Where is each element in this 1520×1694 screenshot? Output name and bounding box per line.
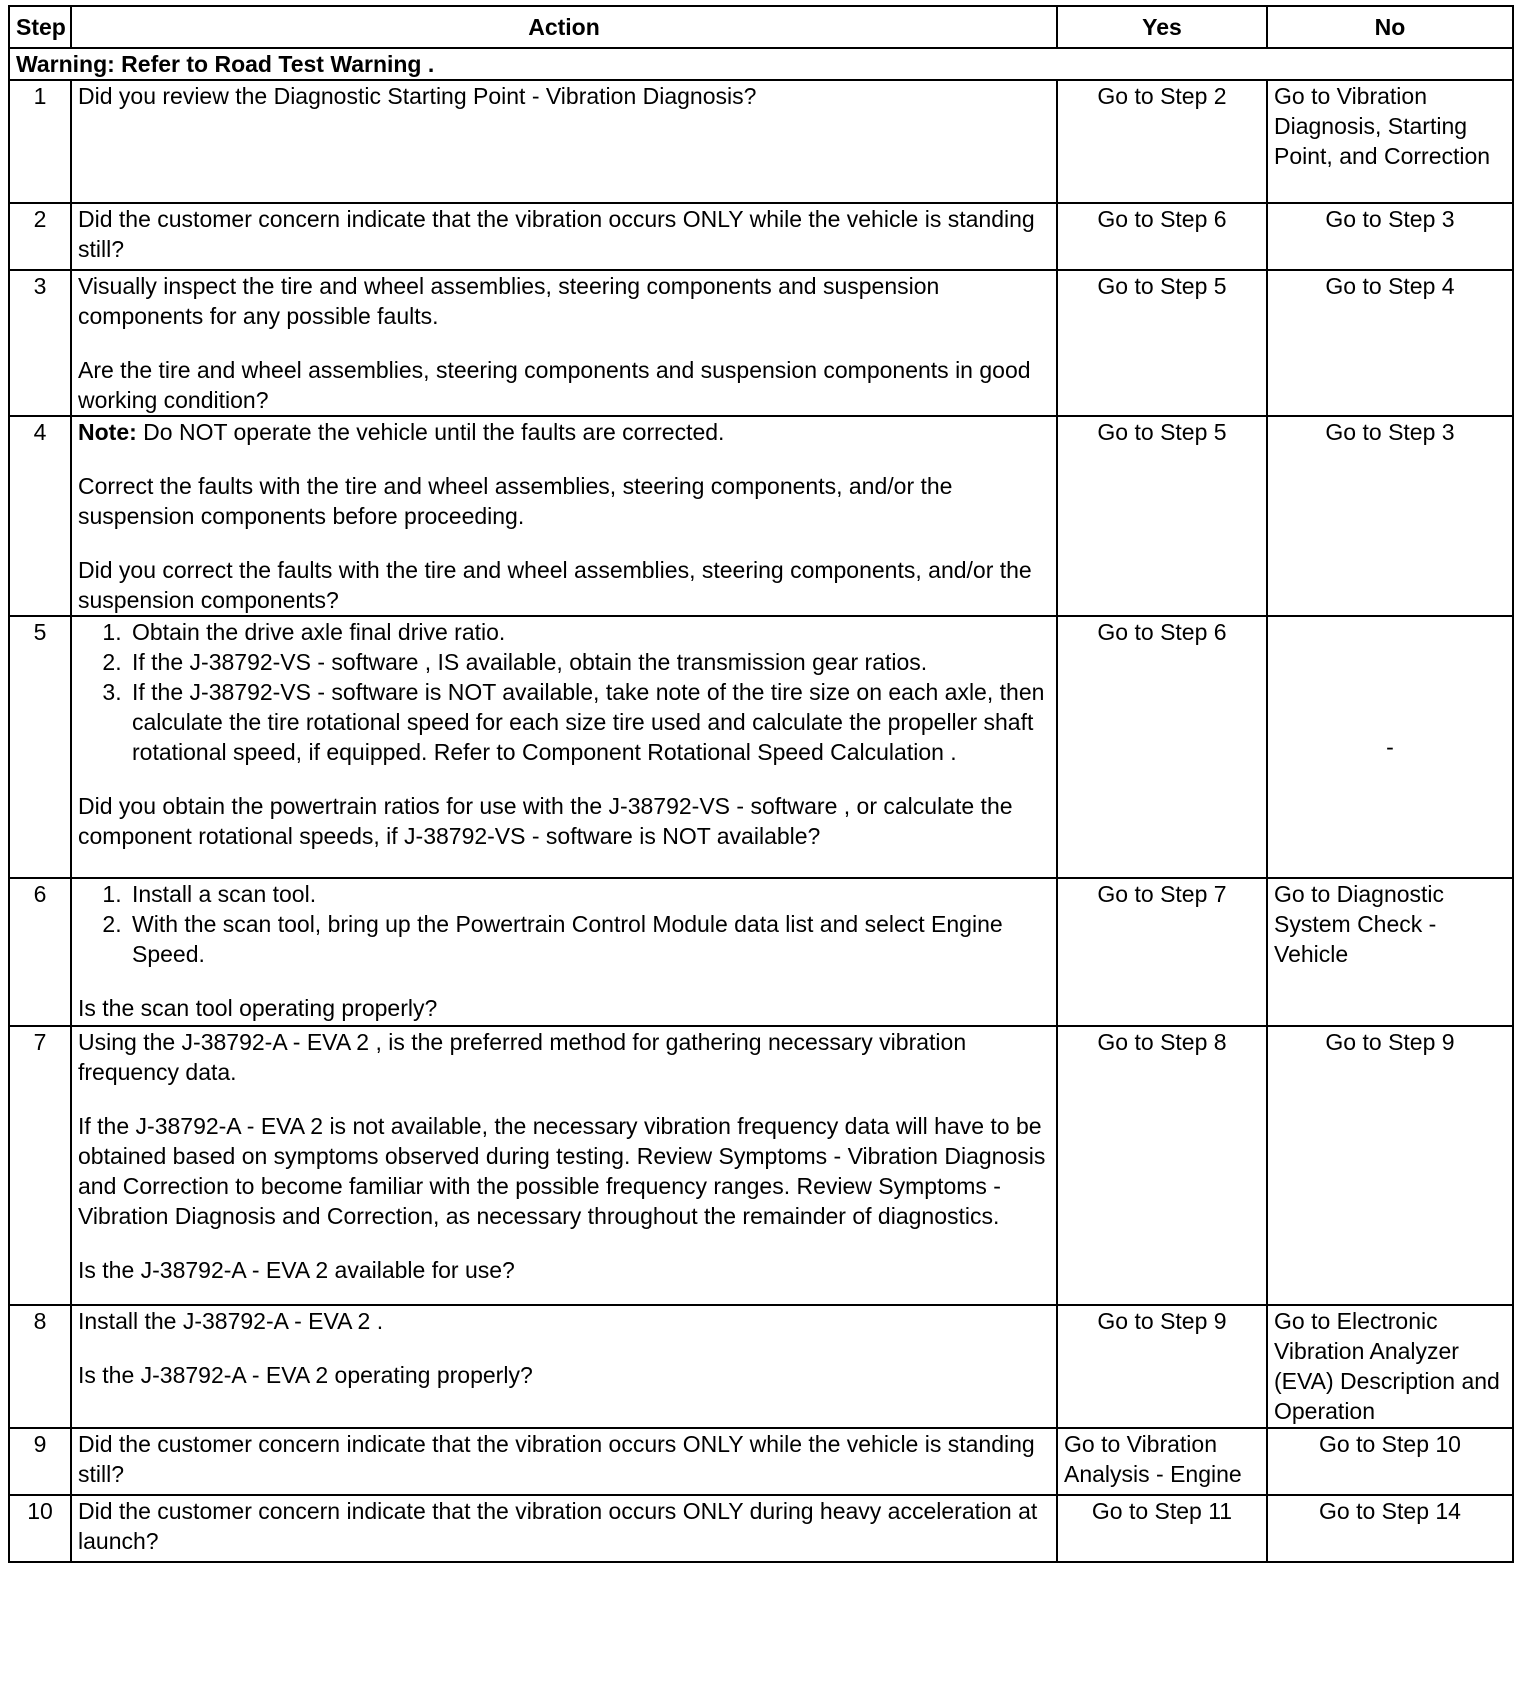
header-action: Action xyxy=(71,6,1057,48)
step-number: 3 xyxy=(9,270,71,416)
action-question: Did you correct the faults with the tire and wheel assemblies, steering components, and/or the suspension components? xyxy=(78,557,1032,613)
list-item: 1. Obtain the drive axle final drive ratio. xyxy=(128,617,1050,647)
step-number: 10 xyxy=(9,1495,71,1562)
action-question: Did you obtain the powertrain ratios for use with the J-38792-VS - software , or calculate the component rotational speeds, if J-38792-VS - software is NOT available? xyxy=(78,793,1013,849)
action-cell xyxy=(71,1495,1057,1562)
table-row xyxy=(9,1026,1513,1305)
warning-text: Warning: Refer to Road Test Warning . xyxy=(9,48,1513,80)
no-cell: Go to Vibration Diagnosis, Starting Point, and Correction xyxy=(1267,80,1513,203)
no-cell: Go to Electronic Vibration Analyzer (EVA) Description and Operation xyxy=(1267,1305,1513,1428)
yes-cell: Go to Step 5 xyxy=(1057,270,1267,416)
list-item: 2. If the J-38792-VS - software , IS available, obtain the transmission gear ratios. xyxy=(128,647,1050,677)
table-row xyxy=(9,80,1513,203)
step-number: 1 xyxy=(9,80,71,203)
step-number: 4 xyxy=(9,416,71,616)
action-cell xyxy=(71,80,1057,203)
table-row xyxy=(9,416,1513,616)
table-row xyxy=(9,616,1513,878)
action-cell xyxy=(71,416,1057,616)
note-text xyxy=(78,417,1050,447)
no-cell: Go to Step 9 xyxy=(1267,1026,1513,1305)
action-text: Using the J-38792-A - EVA 2 , is the preferred method for gathering necessary vibration frequency data. xyxy=(78,1029,967,1085)
yes-cell: Go to Step 11 xyxy=(1057,1495,1267,1562)
procedure-list xyxy=(78,879,1050,969)
no-cell: - xyxy=(1267,616,1513,878)
no-cell: Go to Step 10 xyxy=(1267,1428,1513,1495)
no-cell: Go to Step 3 xyxy=(1267,203,1513,270)
list-item: 2. With the scan tool, bring up the Powertrain Control Module data list and select Engine Speed. xyxy=(128,909,1050,969)
yes-cell: Go to Step 2 xyxy=(1057,80,1267,203)
action-text: Visually inspect the tire and wheel assemblies, steering components and suspension components for any possible faults. xyxy=(78,273,940,329)
action-text: Did the customer concern indicate that the vibration occurs ONLY while the vehicle is standing still? xyxy=(78,206,1035,262)
step-number: 8 xyxy=(9,1305,71,1428)
yes-cell: Go to Step 5 xyxy=(1057,416,1267,616)
action-question: Are the tire and wheel assemblies, steering components and suspension components in good working condition? xyxy=(78,357,1031,413)
action-text: Install the J-38792-A - EVA 2 . xyxy=(78,1308,384,1334)
action-cell xyxy=(71,270,1057,416)
list-item: 1. Install a scan tool. xyxy=(128,879,1050,909)
header-no: No xyxy=(1267,6,1513,48)
table-row xyxy=(9,1428,1513,1495)
table-row xyxy=(9,1305,1513,1428)
action-text: Correct the faults with the tire and wheel assemblies, steering components, and/or the suspension components before proceeding. xyxy=(78,473,953,529)
table-row xyxy=(9,1495,1513,1562)
no-cell: Go to Step 4 xyxy=(1267,270,1513,416)
no-cell: Go to Step 14 xyxy=(1267,1495,1513,1562)
action-cell xyxy=(71,878,1057,1026)
yes-cell: Go to Step 8 xyxy=(1057,1026,1267,1305)
action-question: Is the J-38792-A - EVA 2 available for use? xyxy=(78,1257,515,1283)
yes-cell: Go to Step 9 xyxy=(1057,1305,1267,1428)
action-cell xyxy=(71,616,1057,878)
header-step: Step xyxy=(9,6,71,48)
note-body: Do NOT operate the vehicle until the faults are corrected. xyxy=(136,419,725,445)
table-row xyxy=(9,270,1513,416)
action-question: Is the scan tool operating properly? xyxy=(78,995,438,1021)
no-cell: Go to Step 3 xyxy=(1267,416,1513,616)
action-question: Is the J-38792-A - EVA 2 operating properly? xyxy=(78,1362,533,1388)
no-cell: Go to Diagnostic System Check - Vehicle xyxy=(1267,878,1513,1026)
action-text: Did the customer concern indicate that the vibration occurs ONLY during heavy acceleration at launch? xyxy=(78,1498,1038,1554)
list-item: 3. If the J-38792-VS - software is NOT available, take note of the tire size on each axle, then calculate the tire rotational speed for each size tire used and calculate the propeller shaft rotational speed, if equipped. Refer to Component Rotational Speed Calculation . xyxy=(128,677,1050,767)
yes-cell: Go to Step 6 xyxy=(1057,203,1267,270)
action-text: If the J-38792-A - EVA 2 is not available, the necessary vibration frequency data will have to be obtained based on symptoms observed during testing. Review Symptoms - Vibration Diagnosis and Correction to become familiar with the possible frequency ranges. Review Symptoms - Vibration Diagnosis and Correction, as necessary throughout the remainder of diagnostics. xyxy=(78,1113,1046,1229)
step-number: 2 xyxy=(9,203,71,270)
step-number: 7 xyxy=(9,1026,71,1305)
action-cell xyxy=(71,1026,1057,1305)
action-cell xyxy=(71,1305,1057,1428)
procedure-list xyxy=(78,617,1050,767)
header-yes: Yes xyxy=(1057,6,1267,48)
yes-cell: Go to Vibration Analysis - Engine xyxy=(1057,1428,1267,1495)
table-header-row xyxy=(9,6,1513,48)
diagnostic-table xyxy=(8,5,1514,1563)
step-number: 5 xyxy=(9,616,71,878)
action-cell xyxy=(71,1428,1057,1495)
step-number: 9 xyxy=(9,1428,71,1495)
yes-cell: Go to Step 7 xyxy=(1057,878,1267,1026)
step-number: 6 xyxy=(9,878,71,1026)
note-label: Note: xyxy=(78,419,137,445)
action-text: Did you review the Diagnostic Starting Point - Vibration Diagnosis? xyxy=(78,83,757,109)
warning-row xyxy=(9,48,1513,80)
action-text: Did the customer concern indicate that the vibration occurs ONLY while the vehicle is standing still? xyxy=(78,1431,1035,1487)
table-row xyxy=(9,878,1513,1026)
action-cell xyxy=(71,203,1057,270)
table-row xyxy=(9,203,1513,270)
yes-cell: Go to Step 6 xyxy=(1057,616,1267,878)
